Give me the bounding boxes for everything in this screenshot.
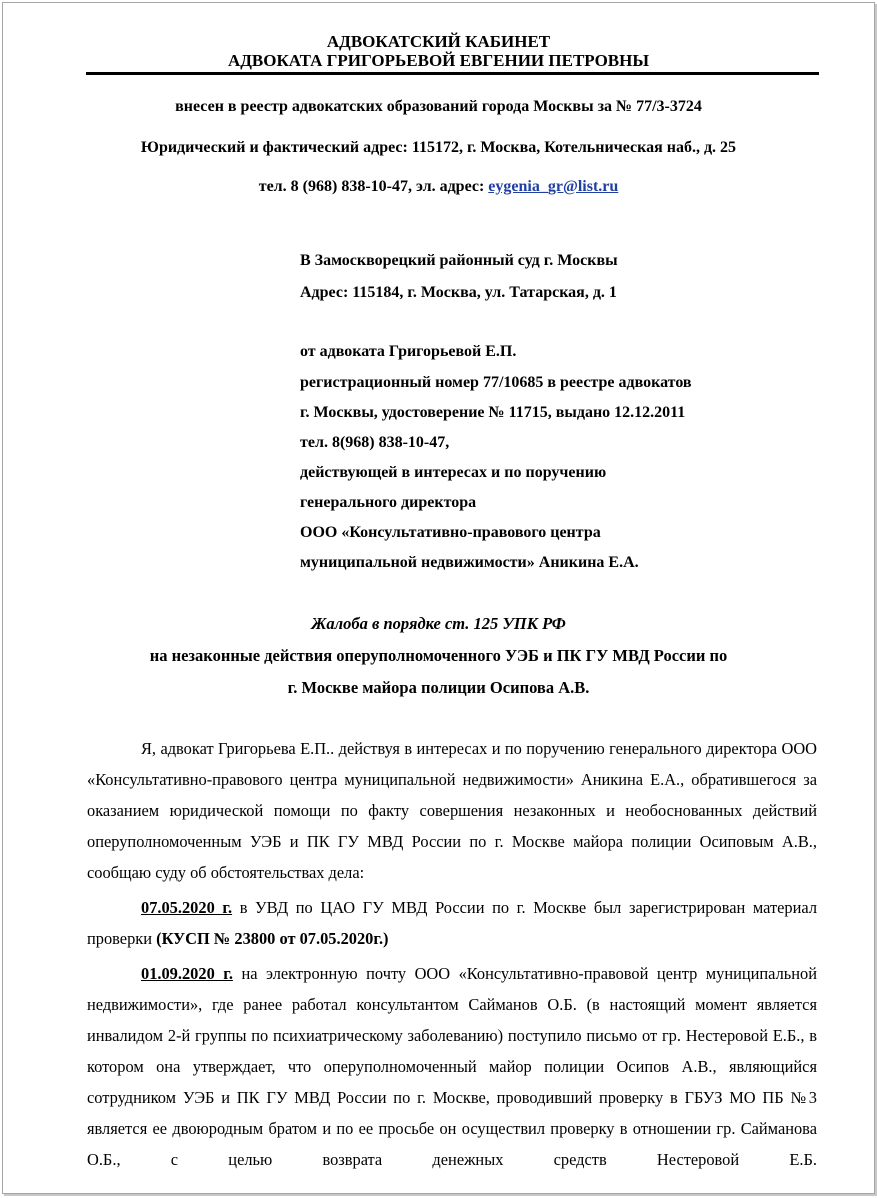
contact-line — [3, 178, 874, 196]
contact-phone: тел. 8 (968) 838-10-47, эл. адрес: — [258, 178, 489, 195]
intro-paragraph: Я, адвокат Григорьева Е.П.. действуя в интересах и по поручению генерального директора ООО «Консультативно-правового центра муниципальной недвижимости» Аникина Е.А., обратившегося за оказанием юридической помощи по факту совершения незаконных и необоснованных действий оперуполномоченным УЭБ и ПК ГУ МВД России по г. Москве майора полиции Осиповым А.В., сообщаю суду об обстоятельствах дела: — [87, 739, 817, 882]
date-highlight: 07.05.2020 г. — [141, 898, 233, 917]
date-highlight: 01.09.2020 г. — [141, 964, 233, 983]
complaint-subject-line-1: на незаконные действия оперуполномоченного УЭБ и ПК ГУ МВД России по — [149, 646, 728, 665]
registry-line: внесен в реестр адвокатских образований города Москвы за № 77/3-3724 — [175, 98, 702, 115]
complaint-title: Жалоба в порядке ст. 125 УПК РФ — [311, 614, 566, 633]
sender-line: ООО «Консультативно-правового центра — [300, 524, 601, 541]
kusp-reference: (КУСП № 23800 от 07.05.2020г.) — [156, 929, 389, 948]
document-page — [2, 2, 875, 1194]
court-address: Адрес: 115184, г. Москва, ул. Татарская, д. 1 — [300, 284, 617, 301]
sender-line: регистрационный номер 77/10685 в реестре адвокатов — [300, 374, 692, 391]
email-link[interactable]: eygenia_gr@list.ru — [488, 178, 619, 195]
header-line-2: АДВОКАТА ГРИГОРЬЕВОЙ ЕВГЕНИИ ПЕТРОВНЫ — [227, 51, 650, 70]
sender-line: муниципальной недвижимости» Аникина Е.А. — [300, 554, 639, 571]
complaint-subject-line-2: г. Москве майора полиции Осипова А.В. — [287, 678, 590, 697]
header-divider — [86, 72, 819, 75]
sender-line: действующей в интересах и по поручению — [300, 464, 607, 481]
sender-line: тел. 8(968) 838-10-47, — [300, 434, 450, 451]
header-line-1: АДВОКАТСКИЙ КАБИНЕТ — [326, 32, 551, 51]
paragraph-email — [87, 958, 817, 1175]
paragraph-text: на электронную почту ООО «Консультативно-правовой центр муниципальной недвижимости», где ранее работал консультантом Сайманов О.Б. (в настоящий момент является инвалидом 2-й группы по психиатрическому заболеванию) поступило письмо от гр. Нестеровой Е.Б., в котором она утверждает, что оперуполномоченный майор полиции Осипов А.В., являющийся сотрудником УЭБ и ПК ГУ МВД России по г. Москве, проводивший проверку в ГБУЗ МО ПБ №3 является ее двоюродным братом и по ее просьбе он осуществил проверку в отношении гр. Сайманова О.Б., с целью возврата денежных средств Нестеровой Е.Б. — [87, 964, 817, 1169]
court-name: В Замоскворецкий районный суд г. Москвы — [300, 252, 618, 269]
sender-line: от адвоката Григорьевой Е.П. — [300, 343, 517, 360]
paragraph-text: в УВД по ЦАО ГУ МВД России по г. Москве был зарегистрирован материал проверки — [87, 898, 817, 948]
paragraph-kusp — [87, 892, 817, 954]
sender-line: генерального директора — [300, 494, 477, 511]
document-body — [87, 733, 817, 1175]
sender-line: г. Москвы, удостоверение № 11715, выдано 12.12.2011 — [300, 404, 686, 421]
address-line: Юридический и фактический адрес: 115172, г. Москва, Котельническая наб., д. 25 — [140, 139, 737, 156]
